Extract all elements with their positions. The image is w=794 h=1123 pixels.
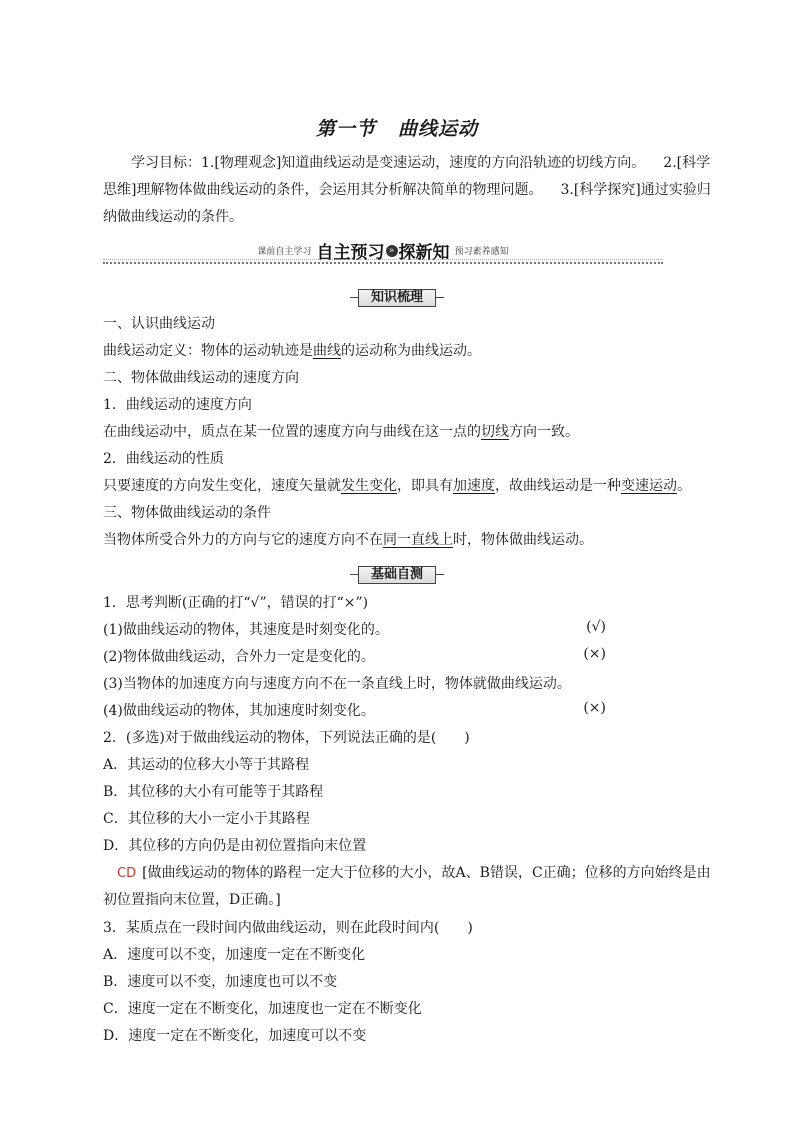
condition-text [103, 529, 720, 549]
selftest-heading [0, 563, 794, 584]
judgment-item [103, 673, 720, 693]
judgment-item [103, 700, 720, 720]
judgment-text: (1)做曲线运动的物体，其速度是时刻变化的。 [103, 622, 389, 638]
section-2-1-title: 1．曲线运动的速度方向 [103, 397, 252, 413]
title-section: 第一节 [315, 118, 376, 140]
judgment-mark: (×) [583, 700, 606, 716]
knowledge-heading [0, 286, 794, 307]
text: ，故曲线运动是一种 [495, 478, 621, 494]
text: 只要速度的方向发生变化，速度矢量就 [103, 478, 341, 494]
option-d: D．速度一定在不断变化，加速度可以不变 [103, 1028, 367, 1044]
blank-answer: 加速度 [453, 478, 495, 494]
option-c: C．速度一定在不断变化，加速度也一定在不断变化 [103, 1001, 422, 1017]
text: 时，物体做曲线运动。 [453, 532, 593, 548]
banner-main-2: 探新知 [398, 243, 450, 263]
banner-main-1: 自主预习 [316, 243, 385, 263]
blank-answer: 发生变化 [341, 478, 397, 494]
objective-2: 2.[科学思维]理解物体做曲线运动的条件，会运用其分析解决简单的物理问题。 [103, 155, 711, 198]
selftest-heading-label: 基础自测 [358, 566, 436, 584]
text: 方向一致。 [509, 424, 579, 440]
banner-left-text: 课前自主学习 [257, 247, 312, 257]
judgment-mark: (×) [583, 646, 606, 662]
blank-answer: 同一直线上 [383, 532, 453, 548]
judgment-text: (4)做曲线运动的物体，其加速度时刻变化。 [103, 703, 375, 719]
option-a: A．其运动的位移大小等于其路程 [103, 757, 310, 773]
text: 。 [677, 478, 691, 494]
learning-objectives [103, 150, 720, 231]
section-2-2-title: 2．曲线运动的性质 [103, 451, 224, 467]
option-a: A．速度可以不变，加速度一定在不断变化 [103, 947, 366, 963]
answer-key: CD [117, 866, 137, 881]
text: 在曲线运动中，质点在某一位置的速度方向与曲线在这一点的 [103, 424, 481, 440]
option-c: C．其位移的大小一定小于其路程 [103, 811, 310, 827]
option-b: B．其位移的大小有可能等于其路程 [103, 784, 324, 800]
text: ，即具有 [397, 478, 453, 494]
question-1: 1．思考判断(正确的打“√”，错误的打“×”) [103, 595, 369, 611]
blank-answer: 变速运动 [621, 478, 677, 494]
blank-answer: 切线 [481, 424, 509, 440]
section-2-title: 二、物体做曲线运动的速度方向 [103, 370, 299, 386]
blank-answer: 曲线 [313, 343, 341, 359]
option-d: D．其位移的方向仍是由初位置指向末位置 [103, 838, 367, 854]
text: 当物体所受合外力的方向与它的速度方向不在 [103, 532, 383, 548]
option-b: B．速度可以不变，加速度也可以不变 [103, 974, 338, 990]
section-3-title: 三、物体做曲线运动的条件 [103, 505, 271, 521]
section-banner [103, 236, 663, 264]
question-3: 3．某质点在一段时间内做曲线运动，则在此段时间内( ) [103, 920, 473, 936]
judgment-mark: (√) [586, 619, 606, 635]
text: 的运动称为曲线运动。 [341, 343, 481, 359]
judgment-text: (2)物体做曲线运动，合外力一定是变化的。 [103, 649, 375, 665]
text: 曲线运动定义：物体的运动轨迹是 [103, 343, 313, 359]
objective-3: 3.[科学探究]通过实验归纳做曲线运动的条件。 [103, 182, 711, 225]
page-title [0, 114, 794, 141]
judgment-item [103, 646, 720, 666]
explanation-text: [做曲线运动的物体的路程一定大于位移的大小，故A、B错误，C正确；位移的方向始终是由初位置指向末位置，D正确。] [103, 865, 711, 908]
knowledge-heading-label: 知识梳理 [358, 289, 436, 307]
judgment-text: (3)当物体的加速度方向与速度方向不在一条直线上时，物体就做曲线运动。 [103, 676, 571, 692]
double-arrow-icon: » [386, 245, 398, 257]
velocity-direction-text [103, 421, 720, 441]
banner-right-text: 预习素养感知 [454, 247, 509, 257]
judgment-item [103, 619, 720, 639]
curve-definition [103, 340, 720, 360]
answer-explanation [103, 860, 720, 914]
title-topic: 曲线运动 [398, 118, 479, 140]
section-1-title: 一、认识曲线运动 [103, 316, 215, 332]
question-2: 2．(多选)对于做曲线运动的物体，下列说法正确的是( ) [103, 730, 470, 746]
motion-nature-text [103, 475, 720, 495]
objective-1: 学习目标：1.[物理观念]知道曲线运动是变速运动，速度的方向沿轨迹的切线方向。 [131, 155, 646, 171]
